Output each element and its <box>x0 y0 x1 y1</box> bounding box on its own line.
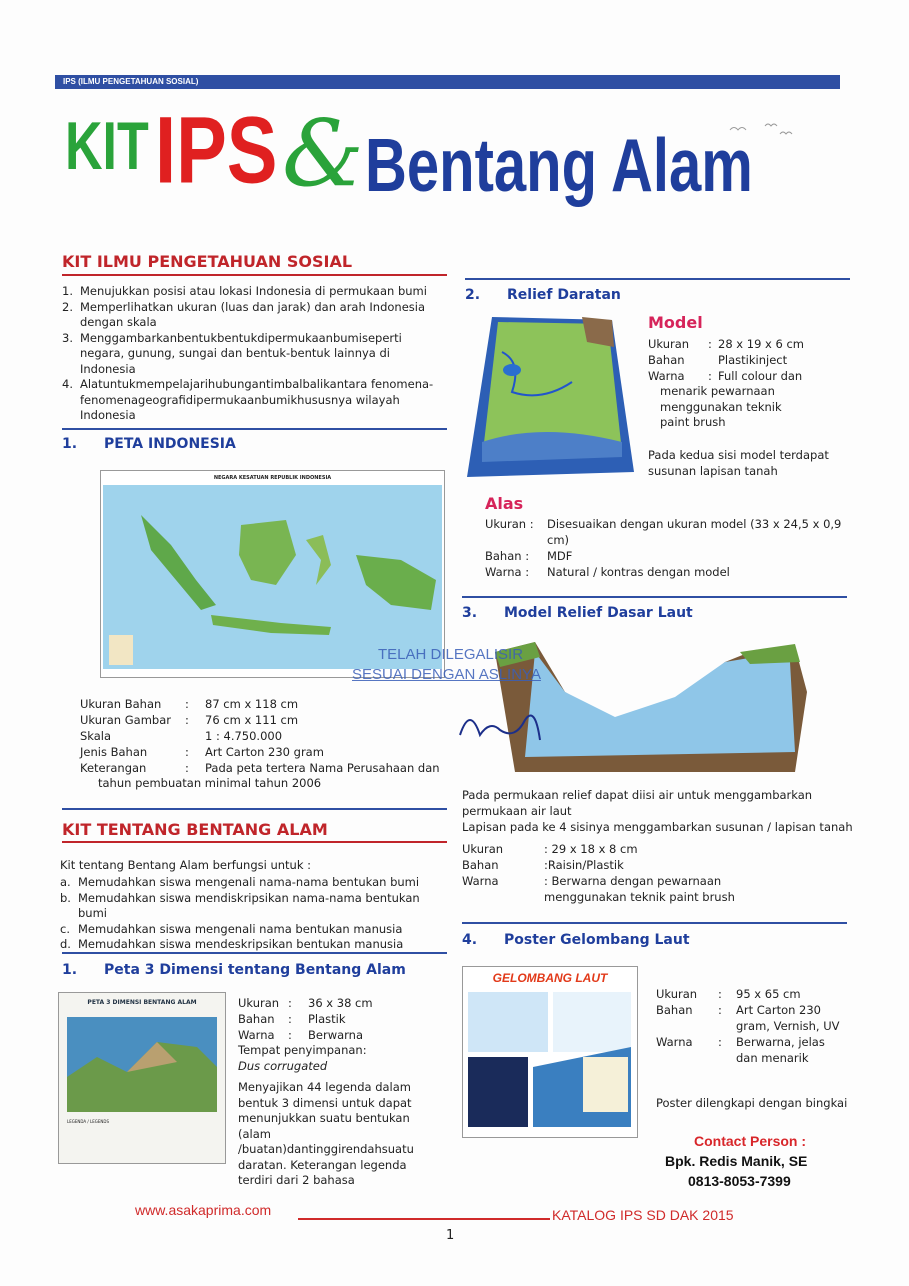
divider <box>62 274 447 276</box>
alas-specs: Ukuran : Disesuaikan dengan ukuran model (33 x 24,5 x 0,9 cm) Bahan : MDF Warna : Natural / kontras dengan model <box>485 517 842 579</box>
map-title: NEGARA KESATUAN REPUBLIK INDONESIA <box>213 475 332 481</box>
divider <box>462 922 847 924</box>
divider <box>62 808 447 810</box>
kit-ba-list <box>60 875 450 953</box>
laut-specs: Ukuran : 29 x 18 x 8 cm Bahan :Raisin/Plastik Warna : Berwarna dengan pewarnaan menggunakan teknik paint brush <box>462 842 735 904</box>
contact-label: Contact Person : <box>694 1133 807 1149</box>
model-specs: Ukuran : 28 x 19 x 6 cm Bahan Plastikinject Warna : Full colour dan <box>648 337 804 383</box>
divider <box>462 596 847 598</box>
list-item: c. Memudahkan siswa mengenali nama bentukan manusia <box>60 921 403 936</box>
list-item: d. Memudahkan siswa mendeskripsikan bentukan manusia <box>60 937 404 951</box>
laut-desc-2: Lapisan pada ke 4 sisinya menggambarkan susunan / lapisan tanah <box>462 820 853 834</box>
model-heading: Model <box>648 313 703 332</box>
list-item: b. Memudahkan siswa mendiskripsikan nama-nama bentukan bumi <box>60 890 420 920</box>
peta3d-image: PETA 3 DIMENSI BENTANG ALAM LEGENDA / LEGENDS <box>58 992 226 1164</box>
title-kit: KIT <box>65 109 149 185</box>
divider <box>62 952 447 954</box>
title-bentang-alam: Bentang Alam <box>365 123 753 208</box>
alas-heading: Alas <box>485 494 524 513</box>
peta3d-storage-label: Tempat penyimpanan: <box>238 1043 367 1057</box>
list-item: 2. Memperlihatkan ukuran (luas dan jarak) dan arah Indonesia dengan skala <box>62 299 426 329</box>
model-note: Pada kedua sisi model terdapat susunan lapisan tanah <box>648 448 829 478</box>
birds-decoration <box>725 118 795 138</box>
peta3d-specs: Ukuran : 36 x 38 cm Bahan : Plastik Warna : Berwarna <box>238 996 373 1042</box>
peta3d-description: Menyajikan 44 legenda dalam bentuk 3 dimensi untuk dapat menunjukkan suatu bentukan (alam /buatan)dantinggirendahsuatu daratan. Keterangan legenda terdiri dari 2 bahasa <box>238 1080 414 1187</box>
title-ips: IPS <box>155 97 278 204</box>
poster-heading: 4. Poster Gelombang Laut <box>462 932 690 948</box>
website-link[interactable]: www.asakaprima.com <box>135 1202 272 1218</box>
contact-name: Bpk. Redis Manik, SE <box>665 1153 808 1169</box>
divider <box>62 428 447 430</box>
catalog-label: KATALOG IPS SD DAK 2015 <box>552 1207 734 1223</box>
poster-note: Poster dilengkapi dengan bingkai <box>656 1096 848 1110</box>
divider <box>465 278 850 280</box>
poster-image: GELOMBANG LAUT <box>462 966 638 1138</box>
poster-specs: Ukuran : 95 x 65 cm Bahan : Art Carton 230 gram, Vernish, UV Warna : Berwarna, jelas dan menarik <box>656 987 840 1065</box>
section-heading-kit-ba: KIT TENTANG BENTANG ALAM <box>62 820 328 839</box>
peta-specs: Ukuran Bahan : 87 cm x 118 cm Ukuran Gambar : 76 cm x 111 cm Skala 1 : 4.750.000 Jenis Bahan : Art Carton 230 gram Keterangan : Pada peta tertera Nama Perusahaan dan <box>80 697 440 775</box>
peta3d-heading: 1. Peta 3 Dimensi tentang Bentang Alam <box>62 962 406 978</box>
relief-daratan-image <box>462 312 638 482</box>
peta3d-storage-value: Dus corrugated <box>238 1059 328 1073</box>
list-item: 1. Menujukkan posisi atau lokasi Indonesia di permukaan bumi <box>62 284 427 298</box>
list-item: a. Memudahkan siswa mengenali nama-nama bentukan bumi <box>60 875 420 889</box>
relief-heading: 2. Relief Daratan <box>465 287 621 303</box>
kit-ba-intro: Kit tentang Bentang Alam berfungsi untuk : <box>60 858 312 872</box>
peta-note: tahun pembuatan minimal tahun 2006 <box>98 776 322 790</box>
peta-indonesia-heading: 1. PETA INDONESIA <box>62 436 236 452</box>
divider <box>62 841 447 843</box>
section-heading-kit-ips: KIT ILMU PENGETAHUAN SOSIAL <box>62 252 353 271</box>
list-item: 3. Menggambarkanbentukbentukdipermukaanbumiseperti negara, gunung, sungai dan bentuk-bentuk lainnya di Indonesia <box>62 330 402 376</box>
legalization-stamp: TELAH DILEGALISIR SESUAI DENGAN ASLINYA <box>352 646 541 683</box>
title-ampersand: & <box>282 100 364 207</box>
model-warna-detail: menarik pewarnaan menggunakan teknik paint brush <box>660 384 782 429</box>
kit-ips-list <box>62 284 442 424</box>
signature-mark <box>455 700 555 754</box>
laut-desc-1: Pada permukaan relief dapat diisi air untuk menggambarkan permukaan air laut <box>462 788 813 818</box>
laut-heading: 3. Model Relief Dasar Laut <box>462 605 693 621</box>
list-item: 4. Alatuntukmempelajarihubungantimbalbalikantara fenomena-fenomenageografidipermukaanbumikhususnya wilayah Indonesia <box>62 377 434 422</box>
contact-phone: 0813-8053-7399 <box>688 1173 791 1189</box>
page-number: 1 <box>446 1228 455 1243</box>
category-bar <box>55 75 840 89</box>
category-label: IPS (ILMU PENGETAHUAN SOSIAL) <box>63 77 199 86</box>
footer-divider <box>298 1218 550 1220</box>
